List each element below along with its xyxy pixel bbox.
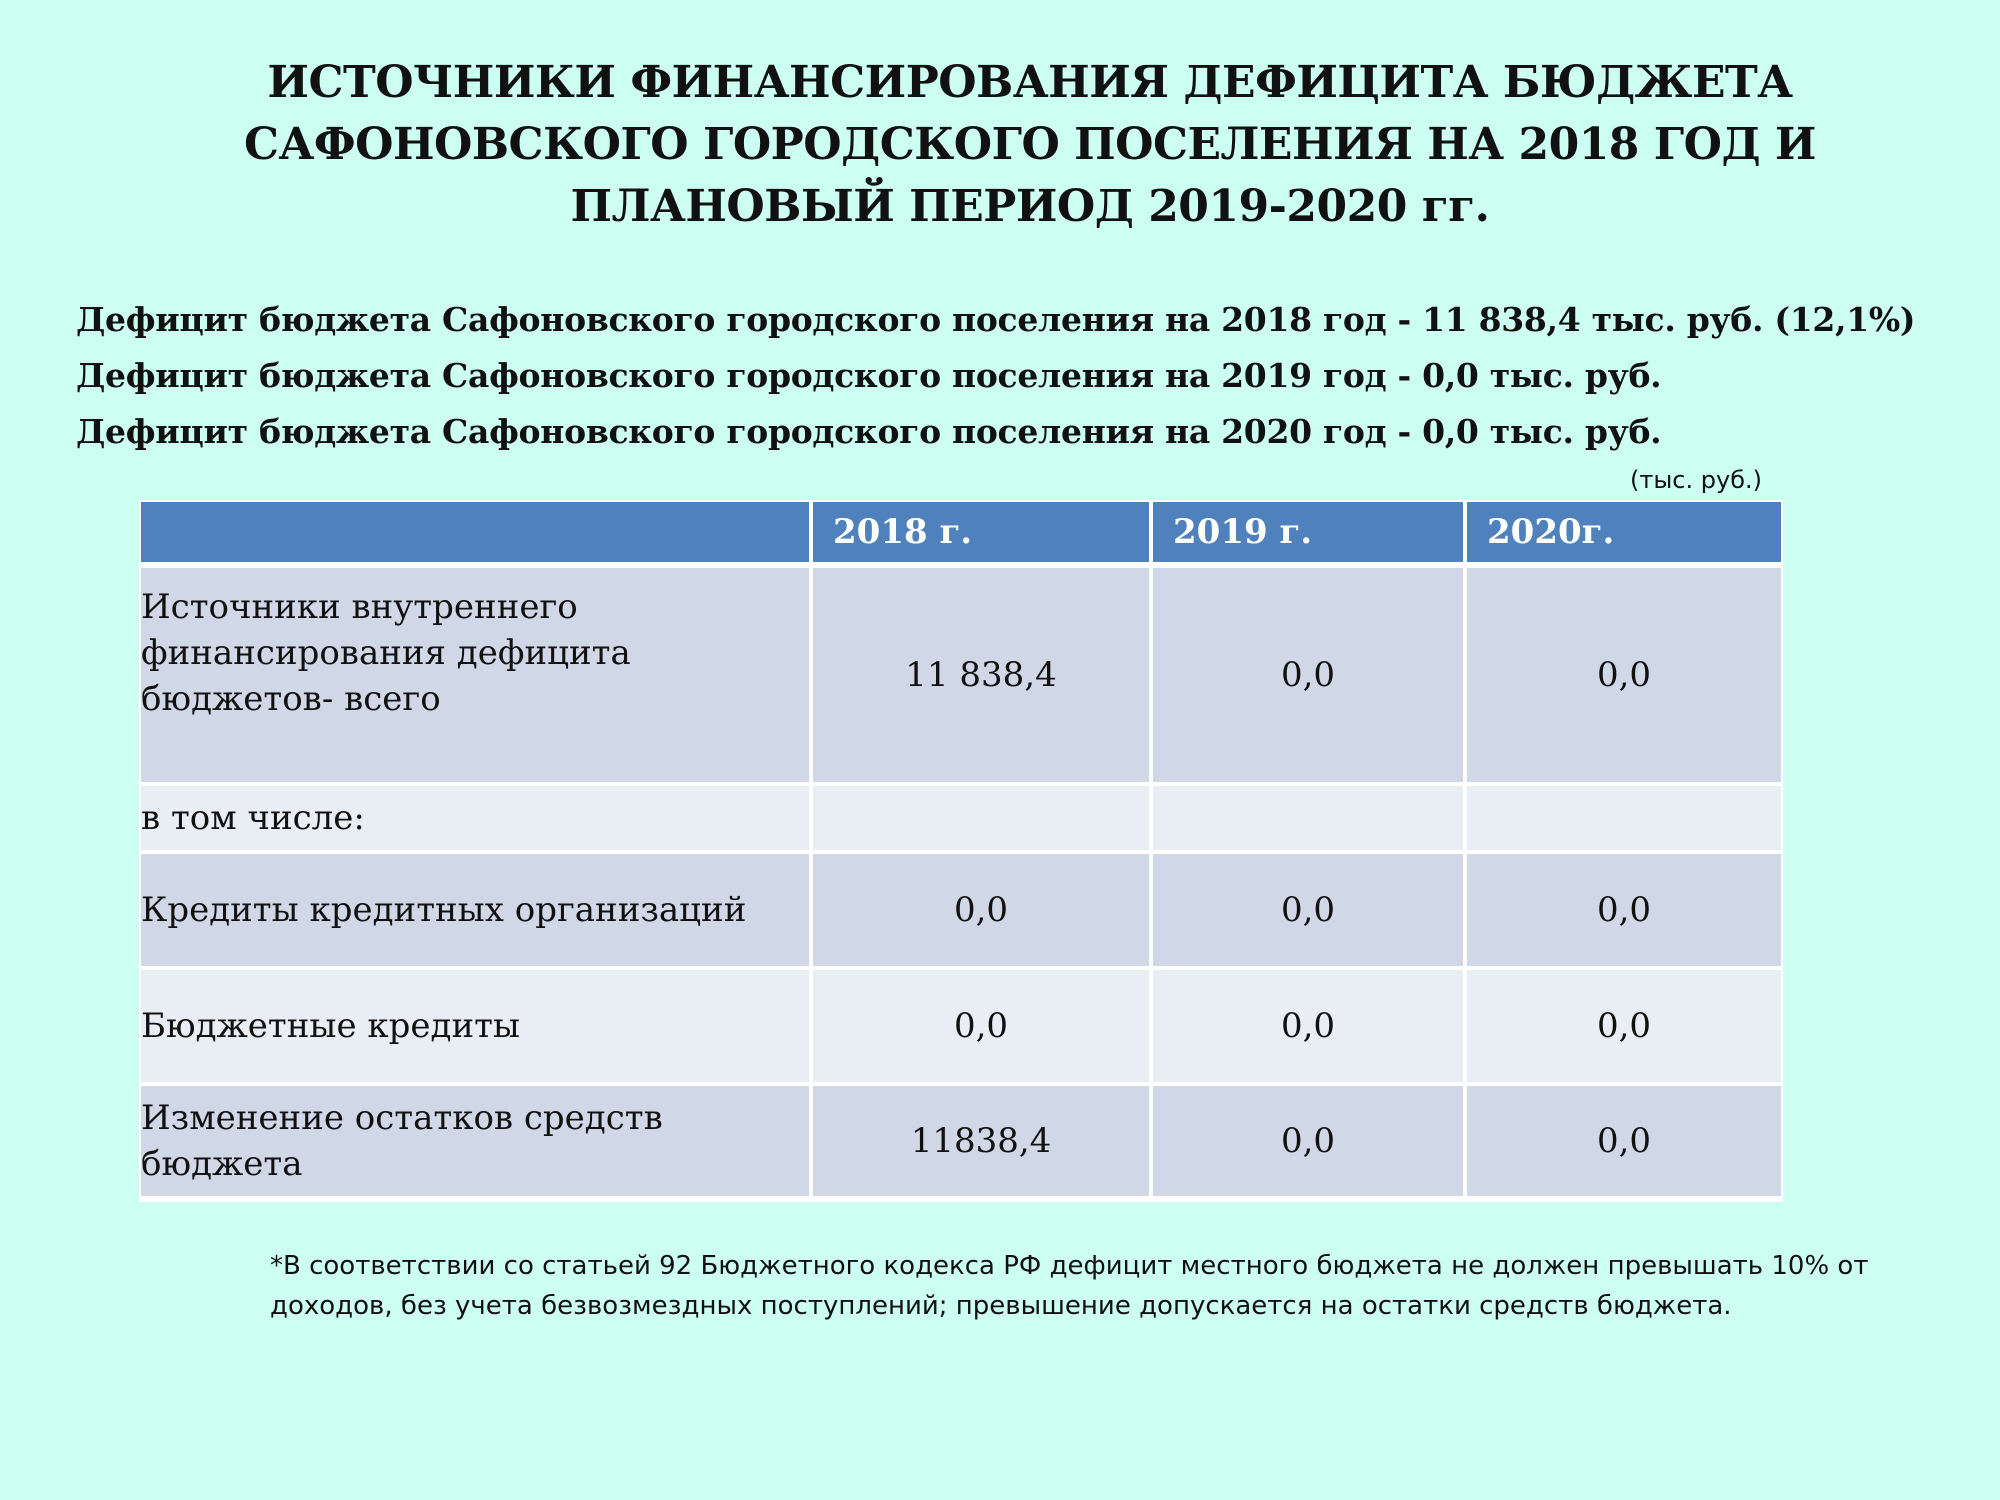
deficit-2020: Дефицит бюджета Сафоновского городского поселения на 2020 год - 0,0 тыс. руб.	[76, 412, 1662, 451]
value-2019	[1153, 786, 1467, 854]
row-label: Кредиты кредитных организаций	[141, 854, 813, 970]
header-2018: 2018 г.	[813, 502, 1153, 568]
deficit-summary	[76, 292, 1956, 460]
header-2020: 2020г.	[1467, 502, 1781, 568]
value-2018: 0,0	[813, 970, 1153, 1086]
value-2020	[1467, 786, 1781, 854]
value-2018: 0,0	[813, 854, 1153, 970]
title-line-2: САФОНОВСКОГО ГОРОДСКОГО ПОСЕЛЕНИЯ НА 2018 ГОД И	[244, 119, 1816, 170]
value-2019: 0,0	[1153, 1086, 1467, 1200]
header-2019: 2019 г.	[1153, 502, 1467, 568]
value-2018: 11838,4	[813, 1086, 1153, 1200]
value-2020: 0,0	[1467, 854, 1781, 970]
deficit-2018: Дефицит бюджета Сафоновского городского поселения на 2018 год - 11 838,4 тыс. руб. (12,1%)	[76, 300, 1916, 339]
footnote: *В соответствии со статьей 92 Бюджетного кодекса РФ дефицит местного бюджета не должен превышать 10% от доходов, без учета безвозмездных поступлений; превышение допускается на остатки средств бюджета.	[270, 1251, 1869, 1321]
page-title	[180, 52, 1880, 238]
units-label: (тыс. руб.)	[1630, 466, 1762, 494]
row-label: Изменение остатков средств бюджета	[141, 1086, 813, 1200]
value-2019: 0,0	[1153, 568, 1467, 786]
value-2020: 0,0	[1467, 970, 1781, 1086]
table-row	[141, 1086, 1781, 1200]
row-label: Источники внутреннего финансирования дефицита бюджетов- всего	[141, 568, 813, 786]
value-2018: 11 838,4	[813, 568, 1153, 786]
financing-sources-table	[139, 500, 1783, 1202]
title-line-3: ПЛАНОВЫЙ ПЕРИОД 2019-2020 гг.	[570, 181, 1490, 232]
table-header-row	[141, 502, 1781, 568]
table-row	[141, 854, 1781, 970]
row-label: в том числе:	[141, 786, 813, 854]
value-2019: 0,0	[1153, 970, 1467, 1086]
table-row	[141, 970, 1781, 1086]
title-line-1: ИСТОЧНИКИ ФИНАНСИРОВАНИЯ ДЕФИЦИТА БЮДЖЕТА	[267, 57, 1793, 108]
value-2019: 0,0	[1153, 854, 1467, 970]
table-row	[141, 786, 1781, 854]
value-2020: 0,0	[1467, 1086, 1781, 1200]
value-2018	[813, 786, 1153, 854]
header-label	[141, 502, 813, 568]
value-2020: 0,0	[1467, 568, 1781, 786]
deficit-2019: Дефицит бюджета Сафоновского городского поселения на 2019 год - 0,0 тыс. руб.	[76, 356, 1662, 395]
table-row	[141, 568, 1781, 786]
row-label: Бюджетные кредиты	[141, 970, 813, 1086]
